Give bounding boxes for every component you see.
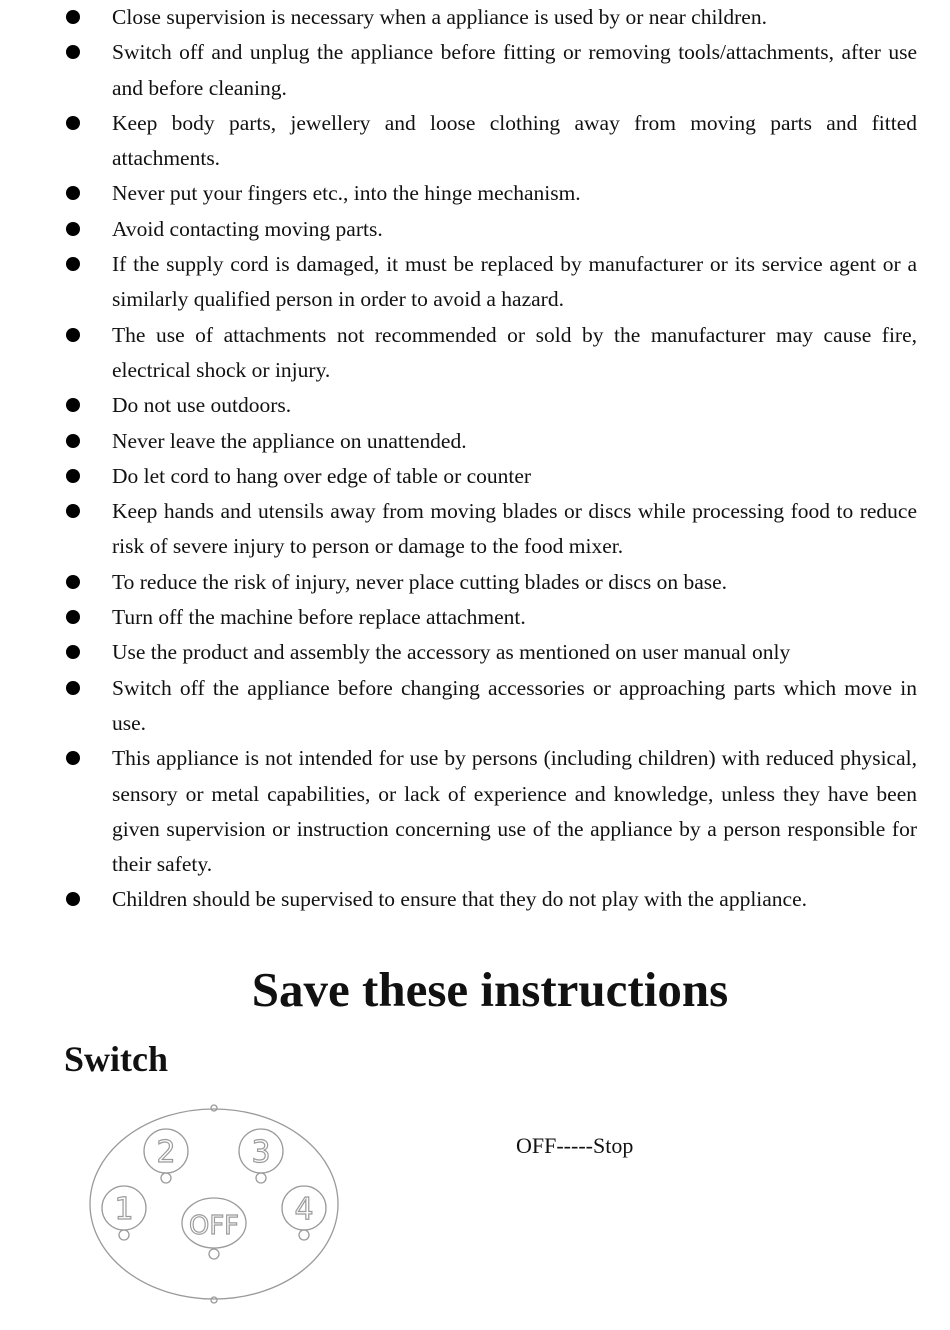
bullet-icon <box>66 10 80 24</box>
bullet-icon <box>66 610 80 624</box>
list-item <box>0 212 950 247</box>
list-item-text: To reduce the risk of injury, never place cutting blades or discs on base. <box>112 569 728 594</box>
list-item <box>0 671 950 742</box>
switch-dial-diagram <box>86 1104 344 1304</box>
list-item-text: Never leave the appliance on unattended. <box>112 428 467 453</box>
bullet-icon <box>66 186 80 200</box>
bullet-icon <box>66 398 80 412</box>
dial-bottom-mark <box>211 1297 217 1303</box>
bullet-icon <box>66 257 80 271</box>
dial-label-3: 3 <box>251 1135 271 1170</box>
list-item <box>0 424 950 459</box>
list-item <box>0 882 950 917</box>
bullet-icon <box>66 681 80 695</box>
list-item <box>0 318 950 389</box>
bullet-icon <box>66 116 80 130</box>
list-item <box>0 459 950 494</box>
list-item-text: Close supervision is necessary when a appliance is used by or near children. <box>112 5 767 29</box>
bullet-icon <box>66 45 80 59</box>
dial-top-mark <box>211 1105 217 1111</box>
list-item <box>0 106 950 177</box>
bullet-icon <box>66 645 80 659</box>
list-item <box>0 635 950 670</box>
list-item <box>0 0 950 35</box>
list-item <box>0 247 950 318</box>
list-item-text: Keep body parts, jewellery and loose clothing away from moving parts and fitted attachments. <box>112 110 917 171</box>
dial-indicator-4 <box>299 1230 309 1240</box>
list-item-text: This appliance is not intended for use by persons (including children) with reduced physical, sensory or metal capabilities, or lack of experience and knowledge, unless they have been given supervision or instruction concerning use of the appliance by a person responsible for their safety. <box>112 746 917 877</box>
bullet-icon <box>66 469 80 483</box>
list-item-text: Children should be supervised to ensure that they do not play with the appliance. <box>112 887 808 912</box>
list-item <box>0 388 950 423</box>
bullet-icon <box>66 504 80 518</box>
list-item-text: Keep hands and utensils away from moving blades or discs while processing food to reduce risk of severe injury to person or damage to the food mixer. <box>112 499 917 559</box>
list-item <box>0 176 950 211</box>
dial-label-off: OFF <box>189 1211 239 1241</box>
bullet-icon <box>66 892 80 906</box>
dial-label-1: 1 <box>114 1192 134 1227</box>
bullet-icon <box>66 751 80 765</box>
dial-label-4: 4 <box>294 1192 314 1227</box>
switch-heading: Switch <box>64 1039 169 1079</box>
list-item-text: Switch off the appliance before changing accessories or approaching parts which move in use. <box>112 675 917 735</box>
list-item-text: The use of attachments not recommended or sold by the manufacturer may cause fire, electrical shock or injury. <box>112 322 917 382</box>
dial-indicator-1 <box>119 1230 129 1240</box>
bullet-icon <box>66 328 80 342</box>
list-item-text: Use the product and assembly the accessory as mentioned on user manual only <box>112 640 791 665</box>
list-item-text: Turn off the machine before replace attachment. <box>112 605 526 630</box>
list-item <box>0 600 950 635</box>
list-item-text: Never put your fingers etc., into the hinge mechanism. <box>112 181 581 206</box>
dial-indicator-3 <box>256 1173 266 1183</box>
list-item-text: Do not use outdoors. <box>112 393 292 418</box>
bullet-icon <box>66 434 80 448</box>
list-item-text: Do let cord to hang over edge of table or counter <box>112 463 532 488</box>
list-item <box>0 494 950 565</box>
list-item-text: If the supply cord is damaged, it must be replaced by manufacturer or its service agent or a similarly qualified person in order to avoid a hazard. <box>112 252 917 312</box>
list-item <box>0 741 950 882</box>
bullet-icon <box>66 222 80 236</box>
bullet-icon <box>66 575 80 589</box>
list-item-text: Avoid contacting moving parts. <box>112 216 383 241</box>
save-instructions-title: Save these instructions <box>251 962 729 1017</box>
dial-indicator-off <box>209 1249 219 1259</box>
dial-indicator-2 <box>161 1173 171 1183</box>
list-item <box>0 565 950 600</box>
off-stop-legend: OFF-----Stop <box>516 1133 634 1158</box>
list-item <box>0 35 950 106</box>
list-item-text: Switch off and unplug the appliance before fitting or removing tools/attachments, after use and before cleaning. <box>112 40 917 100</box>
dial-label-2: 2 <box>156 1135 176 1170</box>
